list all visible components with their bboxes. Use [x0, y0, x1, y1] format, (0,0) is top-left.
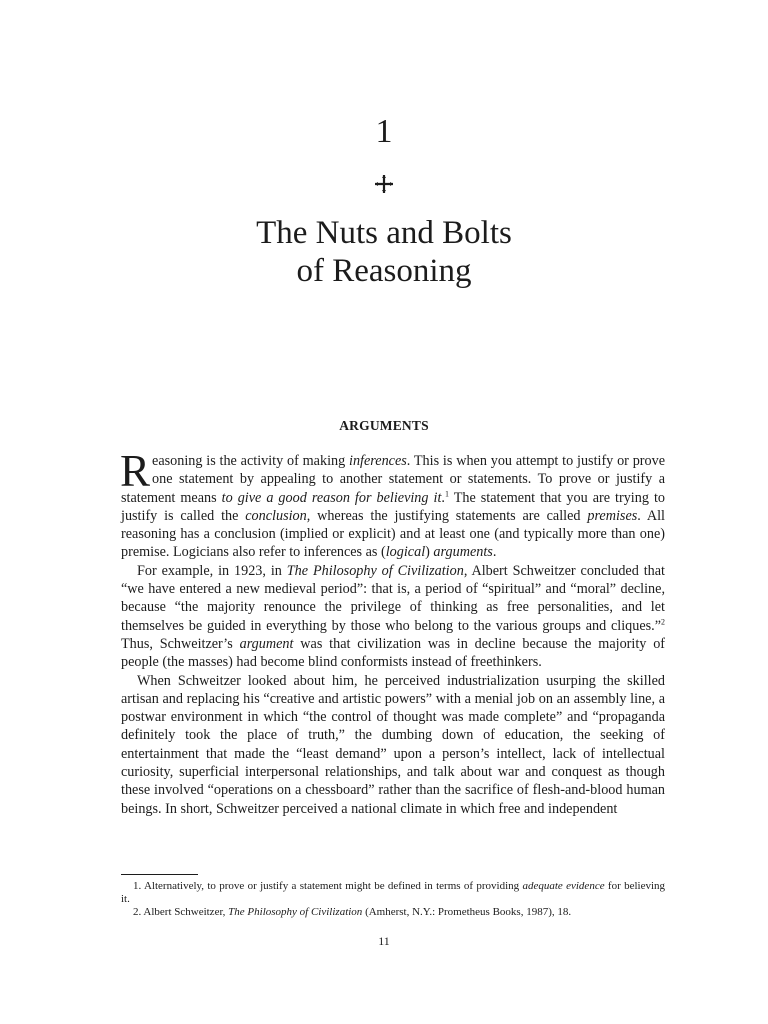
text-run: 2. Albert Schweitzer, [133, 906, 229, 918]
footnote-2 [121, 906, 665, 919]
cross-ornament-icon [374, 174, 394, 194]
text-run: , whereas the justifying statements are called [306, 507, 588, 524]
paragraph-3: When Schweitzer looked about him, he perceived industrialization usurping the skilled artisan and replacing his “creative and artistic powers” with a menial job on an assembly line, a postwar environment in which “the control of thought was made complete” and “propaganda definitely took the place of truth,” the dumbing down of education, the seeking of entertainment that made the “least demand” upon a person’s intellect, lack of intellectual curiosity, superficial interpersonal relationships, and talk about war and conquest as though these involved “operations on a chessboard” rather than the sacrifice of flesh-and-blood human beings. In short, Schweitzer perceived a national climate in which free and independent [121, 672, 665, 817]
text-run: ) [425, 544, 434, 561]
text-run: The statement that you are trying to justify is called the [121, 489, 665, 524]
body-text [120, 446, 666, 818]
text-run: for believing it. [121, 880, 666, 905]
footnote-marker[interactable]: 1 [444, 488, 449, 498]
emphasis: argument [239, 635, 294, 652]
footnotes [121, 880, 665, 919]
text-run: . [492, 544, 497, 561]
text-run: Thus, Schweitzer’s [121, 635, 240, 652]
emphasis: The Philosophy of Civilization [228, 906, 363, 918]
text-run: . This is when you attempt to justify or prove one statement by appealing to another statement or statements. To prove or justify a statement means [121, 453, 666, 506]
emphasis: conclusion [245, 507, 307, 524]
text-run: . [441, 489, 445, 506]
chapter-title-line2: of Reasoning [296, 253, 472, 289]
chapter-title-line1: The Nuts and Bolts [256, 215, 512, 251]
chapter-title [0, 214, 768, 290]
chapter-number: 1 [375, 113, 393, 150]
emphasis: The Philosophy of Civilization [286, 562, 464, 579]
emphasis: inferences [349, 453, 407, 469]
emphasis: logical [385, 544, 426, 561]
text-run: was that civilization was in decline because the majority of people (the masses) had become blind conformists instead of freethinkers. [121, 635, 666, 671]
text-run: (Amherst, N.Y.: Prometheus Books, 1987), 18. [362, 906, 572, 918]
paragraph-2 [121, 562, 665, 672]
emphasis: to give a good reason for believing it [221, 489, 442, 506]
footnote-1 [121, 880, 665, 906]
emphasis: adequate evidence [522, 880, 605, 892]
text-run: , Albert Schweitzer concluded that “we have entered a new medieval period”: that is, a period of “spiritual” and “moral” decline, because “the majority renounce the privilege of thinking as free personalities, and let themselves be guided in everything by those who belong to the various groups and cliques.” [121, 562, 665, 634]
emphasis: arguments [433, 544, 493, 561]
footnote-marker[interactable]: 2 [661, 616, 665, 626]
page-number: 11 [378, 934, 390, 948]
text-run: . All reasoning has a conclusion (implied or explicit) and at least one (and typically more than one) premise. Logicians also refer to inferences as ( [121, 507, 665, 561]
drop-cap: R [120, 446, 151, 496]
text-run: 1. Alternatively, to prove or justify a statement might be defined in terms of providing [133, 880, 523, 892]
paragraph-1 [120, 446, 666, 562]
footnote-divider [121, 874, 198, 875]
text-run: For example, in 1923, in [137, 562, 287, 579]
emphasis: premises [587, 507, 638, 524]
section-heading: ARGUMENTS [339, 418, 429, 433]
text-run: easoning is the activity of making [152, 453, 350, 469]
